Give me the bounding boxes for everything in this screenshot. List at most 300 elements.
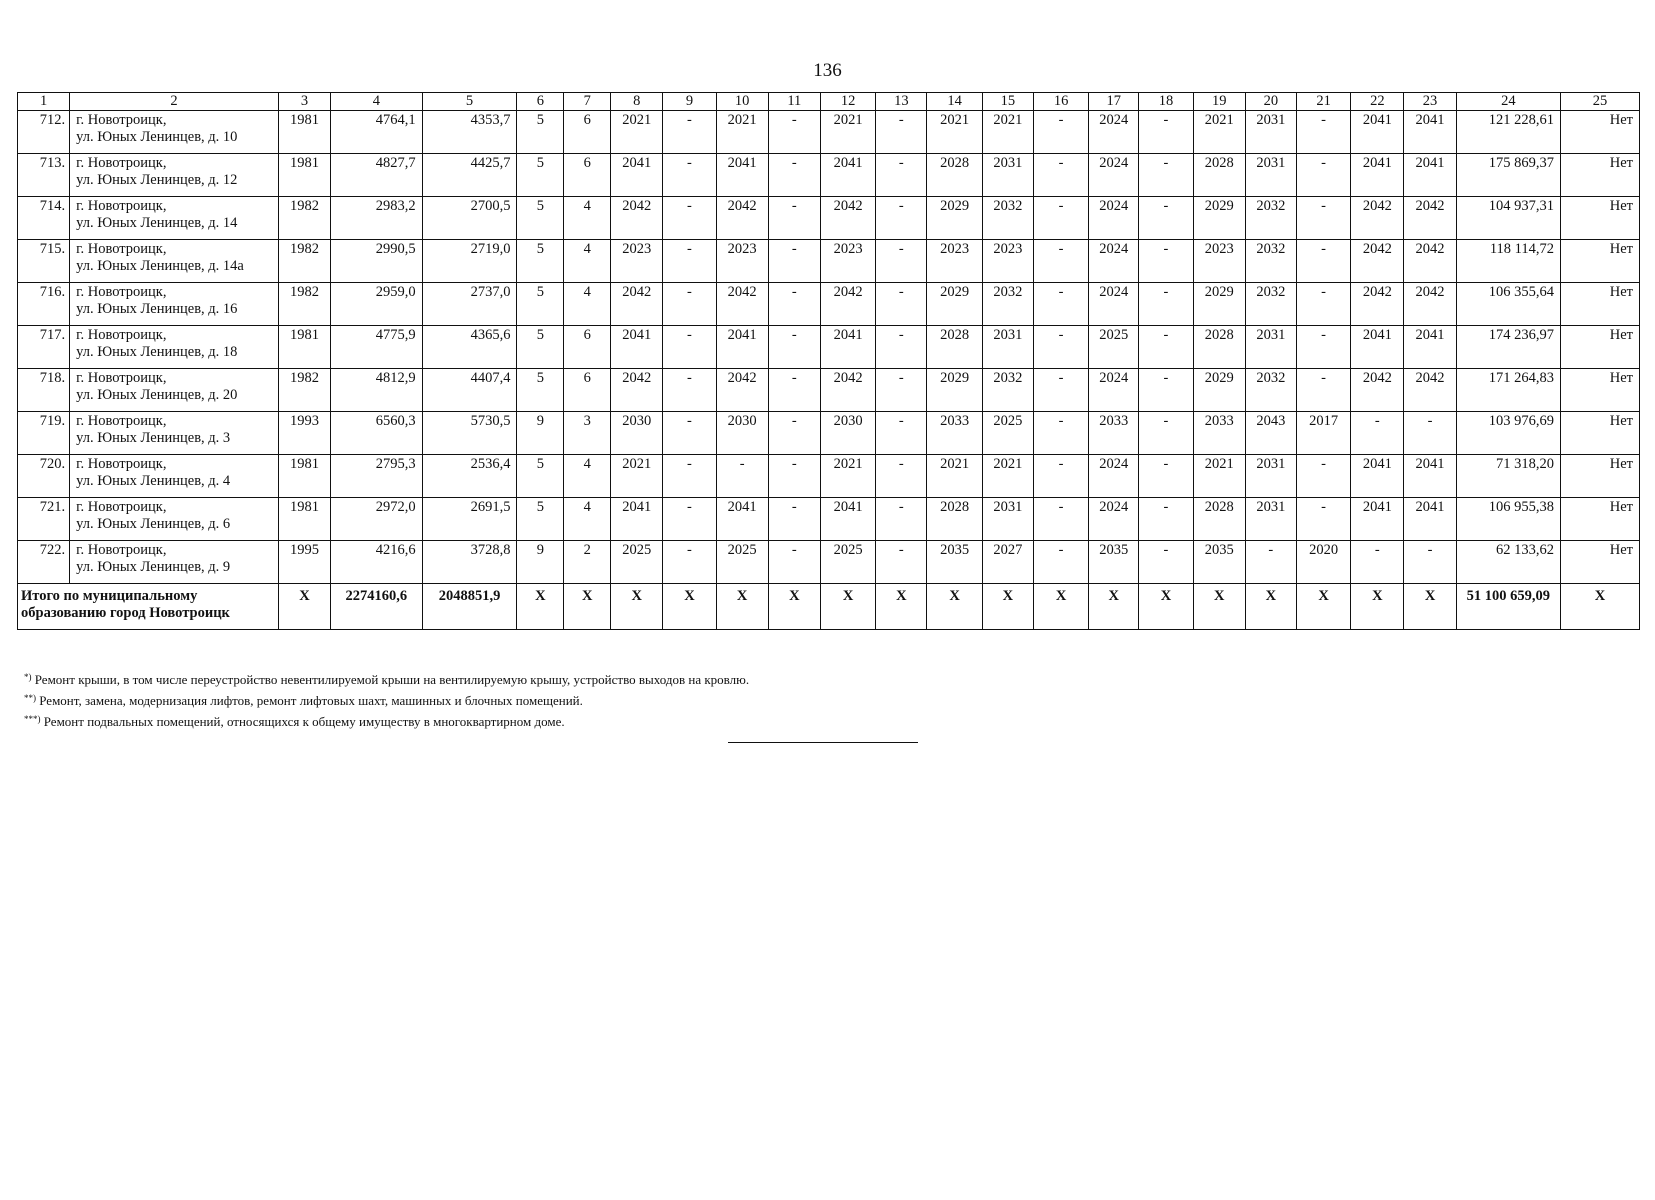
table-cell: 2042 [716,369,768,412]
table-cell: 4764,1 [331,111,423,154]
table-cell: 2041 [1404,455,1456,498]
table-cell: 2 [564,541,611,584]
table-cell: - [1139,197,1193,240]
table-cell: 71 318,20 [1456,455,1560,498]
table-cell: - [768,111,820,154]
table-cell: - [1033,283,1088,326]
table-cell: 104 937,31 [1456,197,1560,240]
table-cell: 106 955,38 [1456,498,1560,541]
footnote-elevators [24,689,749,710]
table-cell: 2042 [611,283,663,326]
address-street: ул. Юных Ленинцев, д. 14 [76,215,238,231]
table-cell: Нет [1561,455,1640,498]
total-cell: X [1089,584,1139,630]
table-cell: 2042 [1351,197,1404,240]
table-cell: - [663,283,716,326]
footnote-text: Ремонт, замена, модернизация лифтов, ремонт лифтовых шахт, машинных и блочных помещений. [39,693,583,708]
table-cell: 2042 [1404,240,1456,283]
table-cell: 2023 [716,240,768,283]
total-label-line: Итого по муниципальному [21,588,198,604]
table-cell: - [876,541,927,584]
table-cell: 9 [517,412,564,455]
table-cell: Нет [1561,412,1640,455]
table-cell: - [876,498,927,541]
table-cell: - [663,111,716,154]
address-cell [70,154,279,197]
table-cell: 2023 [927,240,982,283]
column-number-header: 11 [768,93,820,111]
table-cell: 2024 [1089,283,1139,326]
table-cell: 2025 [611,541,663,584]
table-cell: - [663,412,716,455]
total-cell: X [1351,584,1404,630]
table-cell: 6560,3 [331,412,423,455]
table-cell: 2024 [1089,455,1139,498]
footnote-mark: ***) [24,714,41,724]
table-cell: - [663,240,716,283]
column-number-header: 14 [927,93,982,111]
table-cell: 2041 [1404,498,1456,541]
table-cell: 2032 [982,197,1033,240]
row-number-cell: 717. [18,326,70,369]
total-cell: X [716,584,768,630]
table-cell: 2042 [1351,283,1404,326]
table-cell: 2031 [1245,111,1296,154]
table-cell: 2029 [927,283,982,326]
table-cell: 2700,5 [422,197,517,240]
column-number-header: 22 [1351,93,1404,111]
table-row [18,498,1640,541]
table-cell: - [716,455,768,498]
table-cell: - [876,326,927,369]
table-cell: 4812,9 [331,369,423,412]
table-cell: - [1139,154,1193,197]
table-cell: 2042 [1404,283,1456,326]
table-cell: 2035 [1089,541,1139,584]
table-cell: 2017 [1296,412,1350,455]
table-cell: - [876,369,927,412]
column-number-header: 18 [1139,93,1193,111]
total-cell: X [663,584,716,630]
table-cell: - [663,154,716,197]
table-cell: 2042 [820,283,875,326]
address-city: г. Новотроицк, [76,542,167,558]
table-cell: - [663,498,716,541]
table-cell: Нет [1561,197,1640,240]
total-cell: X [1296,584,1350,630]
table-cell: 2021 [611,455,663,498]
row-number-cell: 719. [18,412,70,455]
table-cell: 2024 [1089,369,1139,412]
table-cell: Нет [1561,541,1640,584]
table-cell: 2042 [820,197,875,240]
total-cell: X [876,584,927,630]
column-number-header: 12 [820,93,875,111]
table-cell: 2041 [1351,111,1404,154]
table-cell: 5 [517,111,564,154]
table-cell: - [1033,197,1088,240]
table-cell: 1982 [278,283,330,326]
total-label-cell [18,584,279,630]
table-cell: - [768,283,820,326]
table-cell: 2025 [982,412,1033,455]
table-cell: 2042 [820,369,875,412]
table-cell: 2025 [820,541,875,584]
table-cell: - [663,455,716,498]
table-row [18,369,1640,412]
table-cell: 2029 [927,369,982,412]
table-cell: 2041 [611,326,663,369]
table-row [18,240,1640,283]
table-cell: 2029 [1193,283,1245,326]
table-cell: 2041 [820,326,875,369]
table-row [18,412,1640,455]
row-number-cell: 715. [18,240,70,283]
table-cell: 2032 [1245,369,1296,412]
table-cell: 1981 [278,455,330,498]
table-cell: 2025 [1089,326,1139,369]
table-cell: 3728,8 [422,541,517,584]
table-cell: 175 869,37 [1456,154,1560,197]
table-cell: - [1296,240,1350,283]
table-cell: - [1139,326,1193,369]
column-number-header: 23 [1404,93,1456,111]
address-street: ул. Юных Ленинцев, д. 14а [76,258,244,274]
table-cell: 2035 [927,541,982,584]
table-cell: 1981 [278,154,330,197]
table-cell: - [663,541,716,584]
total-cell: 2274160,6 [331,584,423,630]
table-cell: 6 [564,111,611,154]
table-cell: 2024 [1089,197,1139,240]
table-cell: - [768,369,820,412]
total-cell: X [1033,584,1088,630]
table-cell: - [1139,412,1193,455]
column-number-header: 15 [982,93,1033,111]
column-number-header: 7 [564,93,611,111]
table-cell: 6 [564,369,611,412]
table-cell: 2041 [716,326,768,369]
column-number-header: 9 [663,93,716,111]
table-cell: 4 [564,498,611,541]
table-cell: 6 [564,326,611,369]
table-cell: - [1296,283,1350,326]
address-city: г. Новотроицк, [76,284,167,300]
page-number: 136 [813,60,842,81]
table-cell: 1982 [278,240,330,283]
table-cell: 2691,5 [422,498,517,541]
table-cell: - [1033,369,1088,412]
table-cell: 5 [517,154,564,197]
column-number-header-row [18,93,1640,111]
address-city: г. Новотроицк, [76,456,167,472]
total-cell: X [517,584,564,630]
address-cell [70,111,279,154]
table-cell: Нет [1561,111,1640,154]
row-number-cell: 722. [18,541,70,584]
table-cell: 2028 [927,498,982,541]
table-cell: 2032 [1245,240,1296,283]
footnote-text: Ремонт подвальных помещений, относящихся к общему имуществу в многоквартирном доме. [43,714,565,729]
table-cell: - [876,283,927,326]
total-cell: 2048851,9 [422,584,517,630]
table-cell: 4407,4 [422,369,517,412]
table-cell: 2021 [1193,111,1245,154]
table-cell: 4425,7 [422,154,517,197]
table-cell: 2972,0 [331,498,423,541]
table-cell: 2042 [716,197,768,240]
table-cell: 2023 [1193,240,1245,283]
table-cell: 2042 [611,197,663,240]
total-cell: X [820,584,875,630]
table-cell: 2028 [927,154,982,197]
footnote-mark: **) [24,693,36,703]
table-cell: 2031 [1245,455,1296,498]
row-number-cell: 712. [18,111,70,154]
row-number-cell: 714. [18,197,70,240]
table-cell: 5730,5 [422,412,517,455]
table-cell: - [768,455,820,498]
table-cell: - [1033,498,1088,541]
table-row [18,455,1640,498]
total-cell: 51 100 659,09 [1456,584,1560,630]
address-city: г. Новотроицк, [76,241,167,257]
table-cell: 171 264,83 [1456,369,1560,412]
table-cell: Нет [1561,369,1640,412]
table-cell: - [663,369,716,412]
table-cell: 2042 [1351,369,1404,412]
total-label-line: образованию город Новотроицк [21,605,230,621]
table-cell: 2042 [1404,197,1456,240]
table-row [18,111,1640,154]
table-cell: 2042 [611,369,663,412]
table-cell: - [768,240,820,283]
table-cell: Нет [1561,240,1640,283]
table-cell: - [876,240,927,283]
table-cell: - [1296,326,1350,369]
table-cell: - [1139,369,1193,412]
table-cell: 2041 [1404,326,1456,369]
table-cell: 3 [564,412,611,455]
table-cell: - [876,412,927,455]
table-cell: 4 [564,283,611,326]
table-cell: 2032 [982,369,1033,412]
table-cell: 6 [564,154,611,197]
table-cell: - [1296,498,1350,541]
table-cell: 118 114,72 [1456,240,1560,283]
total-cell: X [1245,584,1296,630]
table-cell: - [1296,197,1350,240]
column-number-header: 21 [1296,93,1350,111]
row-number-cell: 716. [18,283,70,326]
table-cell: 2024 [1089,111,1139,154]
table-cell: - [1033,111,1088,154]
address-cell [70,455,279,498]
table-cell: 2028 [1193,154,1245,197]
table-cell: - [1404,541,1456,584]
row-number-cell: 721. [18,498,70,541]
column-number-header: 13 [876,93,927,111]
table-cell: - [768,541,820,584]
footnote-mark: *) [24,672,32,682]
table-cell: 2041 [1351,498,1404,541]
table-cell: 2719,0 [422,240,517,283]
table-cell: 2031 [1245,326,1296,369]
address-street: ул. Юных Ленинцев, д. 10 [76,129,238,145]
table-cell: 2021 [927,455,982,498]
table-cell: 2041 [716,498,768,541]
address-street: ул. Юных Ленинцев, д. 6 [76,516,231,532]
table-cell: 2043 [1245,412,1296,455]
table-cell: 1981 [278,111,330,154]
table-cell: 2041 [1351,455,1404,498]
table-cell: 1982 [278,197,330,240]
column-number-header: 5 [422,93,517,111]
table-cell: 2033 [927,412,982,455]
table-cell: 2029 [1193,369,1245,412]
column-number-header: 3 [278,93,330,111]
table-cell: - [768,498,820,541]
table-cell: - [1139,455,1193,498]
end-of-document-rule [728,742,918,743]
table-cell: 2021 [927,111,982,154]
table-cell: 2029 [927,197,982,240]
table-cell: 1982 [278,369,330,412]
table-cell: Нет [1561,326,1640,369]
table-cell: - [1351,541,1404,584]
table-cell: 2028 [1193,498,1245,541]
row-number-cell: 713. [18,154,70,197]
table-row [18,326,1640,369]
table-cell: 2023 [611,240,663,283]
column-number-header: 25 [1561,93,1640,111]
table-cell: 2042 [716,283,768,326]
table-cell: - [1139,541,1193,584]
table-cell: 2021 [982,455,1033,498]
table-row [18,541,1640,584]
table-cell: 2031 [982,326,1033,369]
address-city: г. Новотроицк, [76,370,167,386]
column-number-header: 19 [1193,93,1245,111]
table-cell: 2041 [1351,154,1404,197]
table-cell: 4 [564,197,611,240]
table-cell: - [1139,498,1193,541]
table-cell: - [876,111,927,154]
total-cell: X [1561,584,1640,630]
table-cell: 2030 [611,412,663,455]
total-cell: X [611,584,663,630]
table-cell: 5 [517,369,564,412]
table-cell: 2027 [982,541,1033,584]
table-cell: 2024 [1089,154,1139,197]
table-cell: - [768,154,820,197]
row-number-cell: 718. [18,369,70,412]
table-cell: 4827,7 [331,154,423,197]
table-cell: - [1296,369,1350,412]
table-cell: 2031 [1245,154,1296,197]
table-cell: 2021 [716,111,768,154]
total-cell: X [768,584,820,630]
address-street: ул. Юных Ленинцев, д. 3 [76,430,231,446]
address-city: г. Новотроицк, [76,155,167,171]
table-cell: 2021 [982,111,1033,154]
address-cell [70,197,279,240]
address-street: ул. Юных Ленинцев, д. 16 [76,301,238,317]
address-cell [70,498,279,541]
table-cell: 2020 [1296,541,1350,584]
column-number-header: 2 [70,93,279,111]
total-cell: X [564,584,611,630]
table-cell: 2031 [1245,498,1296,541]
table-cell: 2021 [820,455,875,498]
footnotes [24,668,749,731]
table-cell: 2032 [982,283,1033,326]
column-number-header: 1 [18,93,70,111]
table-cell: - [768,412,820,455]
table-cell: - [1139,240,1193,283]
address-cell [70,283,279,326]
table-cell: 2033 [1193,412,1245,455]
table-row [18,283,1640,326]
table-cell: 2029 [1193,197,1245,240]
table-cell: 2041 [611,498,663,541]
table-cell: - [1139,111,1193,154]
table-cell: - [1404,412,1456,455]
address-city: г. Новотроицк, [76,198,167,214]
table-cell: - [663,326,716,369]
address-cell [70,326,279,369]
table-cell: Нет [1561,154,1640,197]
table-cell: 2031 [982,498,1033,541]
table-cell: - [1033,240,1088,283]
table-cell: 2024 [1089,498,1139,541]
address-city: г. Новотроицк, [76,327,167,343]
column-number-header: 6 [517,93,564,111]
table-cell: - [876,197,927,240]
table-cell: 2031 [982,154,1033,197]
table-cell: 2032 [1245,197,1296,240]
total-cell: X [927,584,982,630]
table-cell: - [876,154,927,197]
table-cell: 4 [564,240,611,283]
table-cell: - [768,197,820,240]
table-cell: 4 [564,455,611,498]
address-street: ул. Юных Ленинцев, д. 9 [76,559,231,575]
table-cell: 2737,0 [422,283,517,326]
column-number-header: 4 [331,93,423,111]
footnote-roof [24,668,749,689]
table-cell: 2033 [1089,412,1139,455]
table-cell: - [1296,154,1350,197]
address-street: ул. Юных Ленинцев, д. 20 [76,387,238,403]
table-cell: 5 [517,455,564,498]
table-cell: 2795,3 [331,455,423,498]
table-cell: 4775,9 [331,326,423,369]
table-cell: - [1033,326,1088,369]
table-cell: - [768,326,820,369]
table-cell: 121 228,61 [1456,111,1560,154]
table-cell: 106 355,64 [1456,283,1560,326]
table-row [18,154,1640,197]
table-cell: 5 [517,326,564,369]
table-cell: 174 236,97 [1456,326,1560,369]
total-cell: X [1193,584,1245,630]
table-cell: 2023 [982,240,1033,283]
address-street: ул. Юных Ленинцев, д. 12 [76,172,238,188]
table-cell: - [1033,541,1088,584]
table-cell: - [1033,412,1088,455]
table-cell: 2536,4 [422,455,517,498]
